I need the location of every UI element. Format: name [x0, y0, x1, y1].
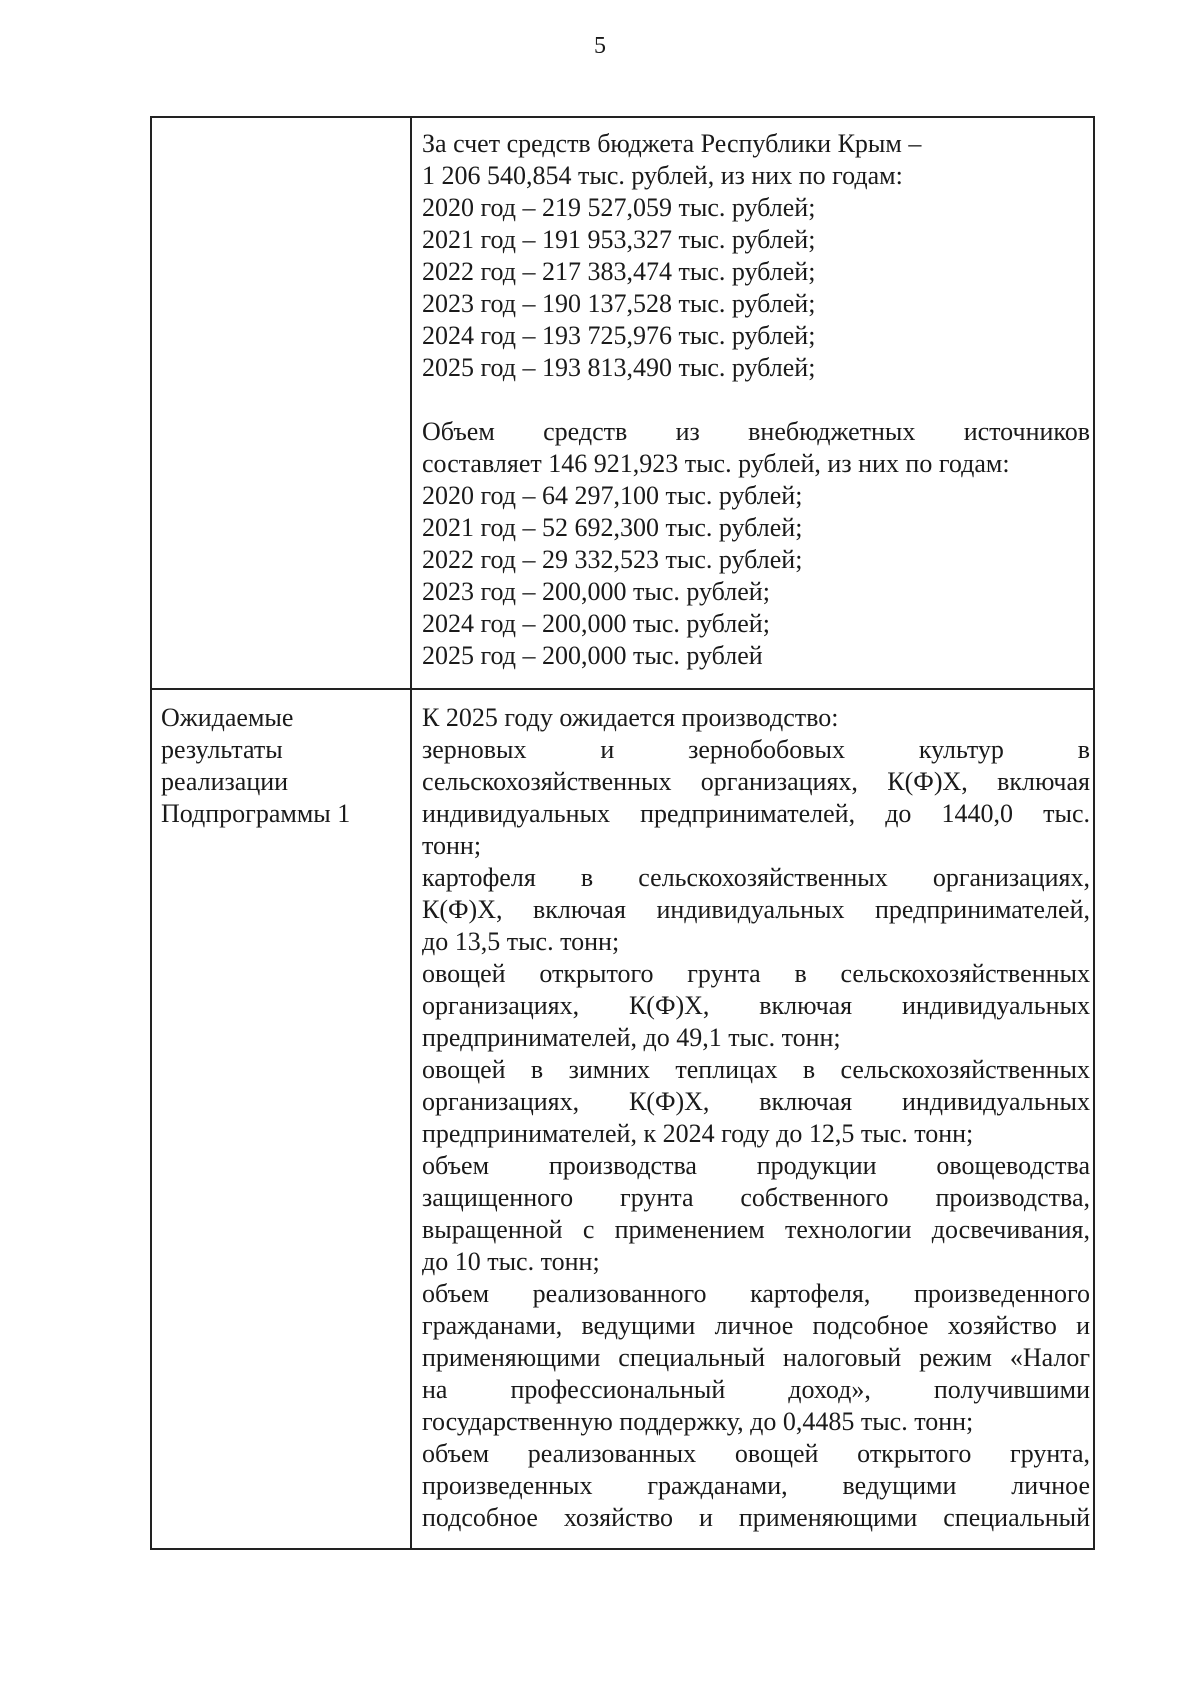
funding-line: 2025 год – 193 813,490 тыс. рублей; — [422, 353, 816, 382]
funding-line: 2023 год – 190 137,528 тыс. рублей; — [422, 289, 816, 318]
funding-line: 2022 год – 217 383,474 тыс. рублей; — [422, 257, 816, 286]
results-line: до 10 тыс. тонн; — [422, 1247, 600, 1276]
offbudget-line: 2021 год – 52 692,300 тыс. рублей; — [422, 513, 803, 542]
funding-line: 1 206 540,854 тыс. рублей, из них по годам: — [422, 161, 903, 190]
results-line: гражданами, ведущими личное подсобное хозяйство и — [422, 1311, 1090, 1340]
results-label-line: результаты — [161, 735, 283, 764]
results-line: сельскохозяйственных организациях, К(Ф)Х, включая — [422, 767, 1090, 796]
offbudget-line: 2024 год – 200,000 тыс. рублей; — [422, 609, 770, 638]
funding-line: 2020 год – 219 527,059 тыс. рублей; — [422, 193, 816, 222]
results-label-line: Ожидаемые — [161, 703, 294, 732]
results-line: индивидуальных предпринимателей, до 1440,0 тыс. — [422, 799, 1090, 828]
results-line: объем реализованного картофеля, произведенного — [422, 1279, 1090, 1308]
results-line: овощей в зимних теплицах в сельскохозяйственных — [422, 1055, 1090, 1084]
results-line: К(Ф)Х, включая индивидуальных предпринимателей, — [422, 895, 1090, 924]
funding-line: За счет средств бюджета Республики Крым – — [422, 129, 922, 158]
results-label-line: реализации — [161, 767, 289, 796]
results-line: картофеля в сельскохозяйственных организациях, — [422, 863, 1090, 892]
funding-cell — [422, 128, 1090, 672]
offbudget-line: 2020 год – 64 297,100 тыс. рублей; — [422, 481, 803, 510]
results-line: овощей открытого грунта в сельскохозяйственных — [422, 959, 1090, 988]
results-line: произведенных гражданами, ведущими личное — [422, 1471, 1090, 1500]
results-label-cell — [161, 702, 401, 830]
page-number: 5 — [594, 33, 606, 59]
results-line: предпринимателей, до 49,1 тыс. тонн; — [422, 1023, 841, 1052]
results-line: до 13,5 тыс. тонн; — [422, 927, 620, 956]
results-cell — [422, 702, 1090, 1534]
results-line: выращенной с применением технологии досвечивания, — [422, 1215, 1090, 1244]
results-line: организациях, К(Ф)Х, включая индивидуальных — [422, 991, 1090, 1020]
results-line: на профессиональный доход», получившими — [422, 1375, 1090, 1404]
offbudget-line: 2023 год – 200,000 тыс. рублей; — [422, 577, 770, 606]
results-line: объем производства продукции овощеводства — [422, 1151, 1090, 1180]
results-label-line: Подпрограммы 1 — [161, 799, 351, 828]
results-line: организациях, К(Ф)Х, включая индивидуальных — [422, 1087, 1090, 1116]
column-divider — [410, 118, 412, 1548]
row-divider — [152, 688, 1093, 690]
funding-line: 2021 год – 191 953,327 тыс. рублей; — [422, 225, 816, 254]
results-line: государственную поддержку, до 0,4485 тыс. тонн; — [422, 1407, 974, 1436]
results-line: подсобное хозяйство и применяющими специальный — [422, 1503, 1090, 1532]
offbudget-line: Объем средств из внебюджетных источников — [422, 417, 1090, 446]
results-line: К 2025 году ожидается производство: — [422, 703, 839, 732]
results-line: зерновых и зернобобовых культур в — [422, 735, 1090, 764]
results-line: применяющими специальный налоговый режим «Налог — [422, 1343, 1090, 1372]
paragraph-gap — [422, 384, 1090, 416]
results-line: объем реализованных овощей открытого грунта, — [422, 1439, 1090, 1468]
offbudget-line: 2025 год – 200,000 тыс. рублей — [422, 641, 763, 670]
offbudget-line: составляет 146 921,923 тыс. рублей, из них по годам: — [422, 449, 1010, 478]
results-line: защищенного грунта собственного производства, — [422, 1183, 1090, 1212]
results-line: тонн; — [422, 831, 482, 860]
funding-line: 2024 год – 193 725,976 тыс. рублей; — [422, 321, 816, 350]
program-passport-table — [150, 116, 1095, 1550]
results-line: предпринимателей, к 2024 году до 12,5 тыс. тонн; — [422, 1119, 974, 1148]
offbudget-line: 2022 год – 29 332,523 тыс. рублей; — [422, 545, 803, 574]
